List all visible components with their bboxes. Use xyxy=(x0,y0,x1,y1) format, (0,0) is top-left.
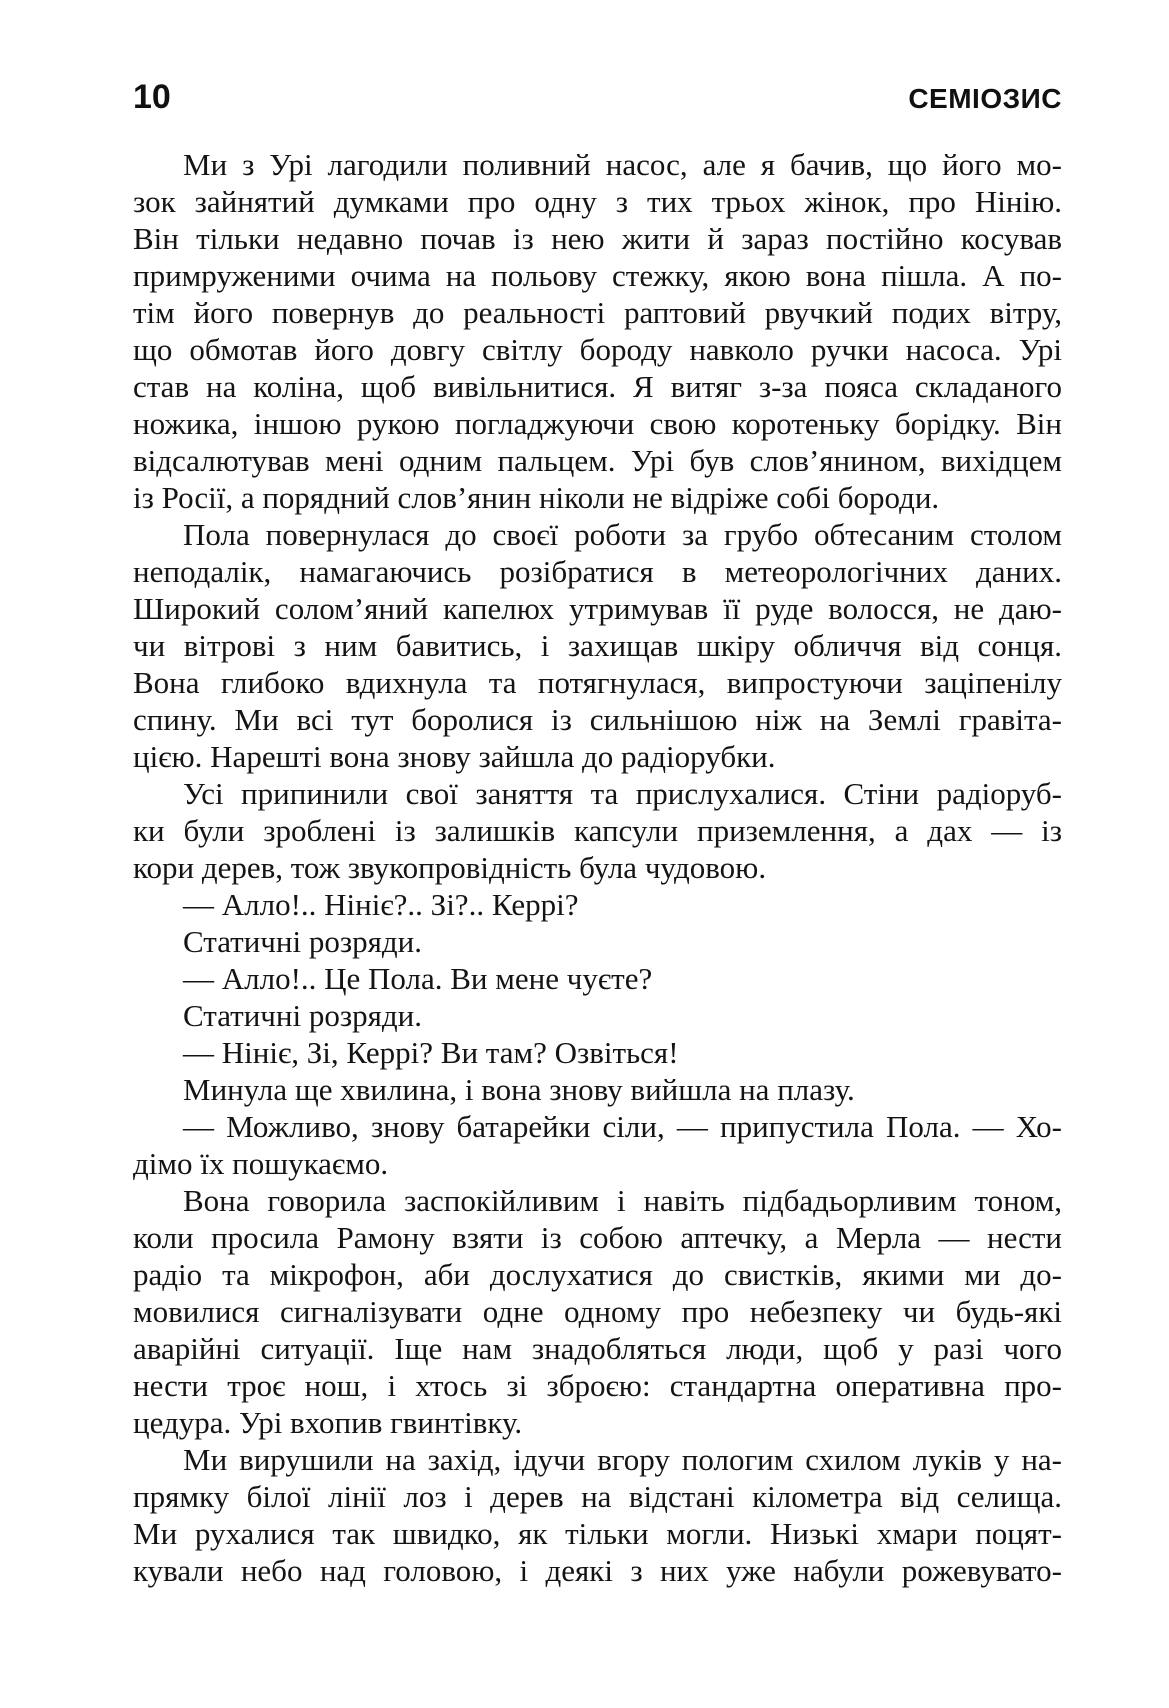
text-line: став на коліна, щоб вивільнитися. Я витяг з-за пояса складаного xyxy=(133,369,1062,404)
text-line: цією. Нарешті вона знову зайшла до радіорубки. xyxy=(133,739,776,774)
running-title: СЕМІОЗИС xyxy=(908,83,1062,114)
text-line: цедура. Урі вхопив гвинтівку. xyxy=(133,1405,523,1440)
text-line: прямку білої лінії лоз і дерев на відстані кілометра від селища. xyxy=(133,1479,1062,1514)
text-line: кували небо над головою, і деякі з них уже набули рожевувато- xyxy=(133,1553,1062,1588)
text-line: Пола повернулася до своєї роботи за грубо обтесаним столом xyxy=(183,517,1062,552)
text-line: дімо їх пошукаємо. xyxy=(133,1146,389,1181)
text-line: Ми з Урі лагодили поливний насос, але я бачив, що його мо- xyxy=(183,147,1062,182)
text-line: Ми рухалися так швидко, як тільки могли. Низькі хмари поцят- xyxy=(133,1516,1062,1551)
text-line: коли просила Рамону взяти із собою аптечку, а Мерла — нести xyxy=(133,1220,1062,1255)
text-line: зок зайнятий думками про одну з тих трьох жінок, про Нінію. xyxy=(133,184,1062,219)
text-line: відсалютував мені одним пальцем. Урі був слов’янином, вихідцем xyxy=(133,443,1062,478)
text-line: що обмотав його довгу світлу бороду навколо ручки насоса. Урі xyxy=(133,332,1062,367)
text-line: нести троє нош, і хтось зі зброєю: стандартна оперативна про- xyxy=(133,1368,1062,1403)
text-line: — Нініє, Зі, Керрі? Ви там? Озвіться! xyxy=(183,1035,679,1070)
text-line: чи вітрові з ним бавитись, і захищав шкіру обличчя від сонця. xyxy=(133,628,1062,663)
text-line: — Можливо, знову батарейки сіли, — припустила Пола. — Хо- xyxy=(183,1109,1062,1144)
text-line: Ми вирушили на захід, ідучи вгору пологим схилом луків у на- xyxy=(183,1442,1062,1477)
text-line: Статичні розряди. xyxy=(183,924,422,959)
text-line: Усі припинили свої заняття та прислухалися. Стіни радіоруб- xyxy=(183,776,1062,811)
text-line: Широкий солом’яний капелюх утримував її руде волосся, не даю- xyxy=(133,591,1062,626)
text-line: ки були зроблені із залишків капсули приземлення, а дах — із xyxy=(133,813,1062,848)
page-header xyxy=(133,80,1062,116)
text-block xyxy=(133,146,1062,1589)
text-line: тім його повернув до реальності раптовий рвучкий подих вітру, xyxy=(133,295,1062,330)
text-line: Вона глибоко вдихнула та потягнулася, випростуючи заціпенілу xyxy=(133,665,1062,700)
text-line: мовилися сигналізувати одне одному про небезпеку чи будь-які xyxy=(133,1294,1062,1329)
text-line: Вона говорила заспокійливим і навіть підбадьорливим тоном, xyxy=(183,1183,1062,1218)
text-line: Статичні розряди. xyxy=(183,998,422,1033)
text-line: неподалік, намагаючись розібратися в метеорологічних даних. xyxy=(133,554,1062,589)
text-line: примруженими очима на польову стежку, якою вона пішла. А по- xyxy=(133,258,1062,293)
text-line: спину. Ми всі тут боролися із сильнішою ніж на Землі гравіта- xyxy=(133,702,1062,737)
text-line: радіо та мікрофон, аби дослухатися до свистків, якими ми до- xyxy=(133,1257,1062,1292)
text-line: ножика, іншою рукою погладжуючи свою коротеньку борідку. Він xyxy=(133,406,1062,441)
page-number: 10 xyxy=(133,78,171,116)
text-line: аварійні ситуації. Іще нам знадобляться люди, щоб у разі чого xyxy=(133,1331,1062,1366)
text-line: Він тільки недавно почав із нею жити й зараз постійно косував xyxy=(133,221,1062,256)
text-line: — Алло!.. Нініє?.. Зі?.. Керрі? xyxy=(183,887,579,922)
text-line: із Росії, а порядний слов’янин ніколи не відріже собі бороди. xyxy=(133,480,940,515)
text-line: кори дерев, тож звукопровідність була чудовою. xyxy=(133,850,767,885)
text-line: — Алло!.. Це Пола. Ви мене чуєте? xyxy=(183,961,653,996)
text-line: Минула ще хвилина, і вона знову вийшла на плазу. xyxy=(183,1072,855,1107)
